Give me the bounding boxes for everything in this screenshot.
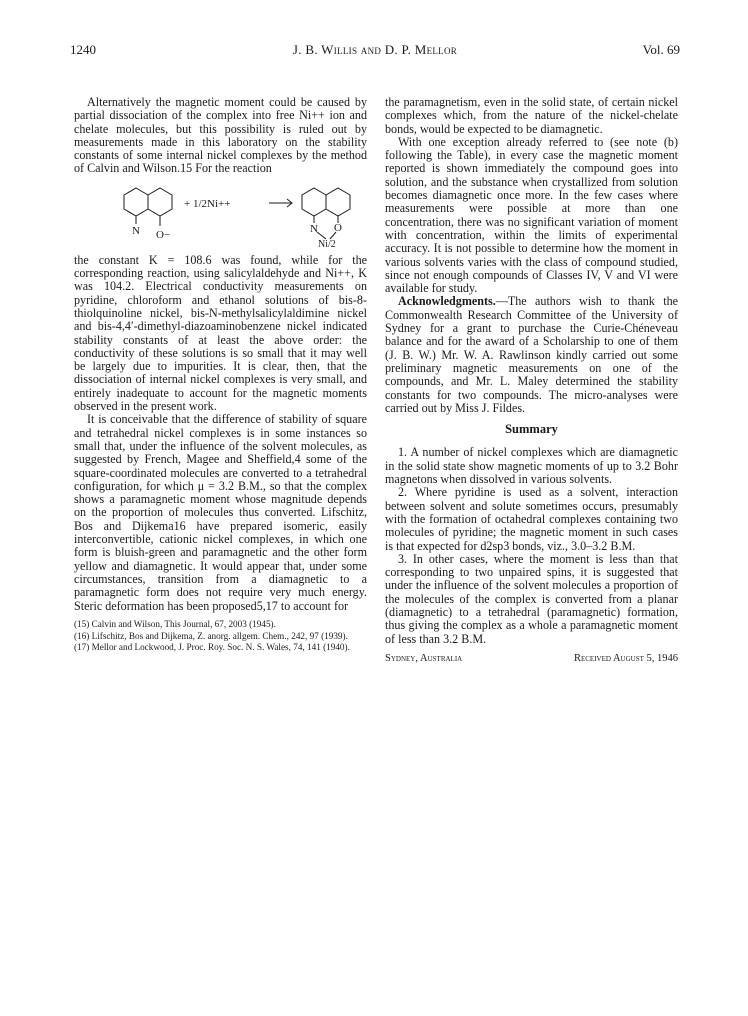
footnote: (17) Mellor and Lockwood, J. Proc. Roy. Soc. N. S. Wales, 74, 141 (1940). (74, 642, 350, 653)
reaction-scheme (74, 182, 367, 248)
paragraph: With one exception already referred to (see note (b) following the Table), in every case the magnetic moment reported is shown immediately the compound goes into solution, and the substance when crystallized from solution becomes diamagnetic once more. In the few cases where measurements were possible at more than one concentration, there was no significant variation of moment with concentration, within the limits of experimental accuracy. It is not possible to determine how the moment in various solvents varies with the class of compound studied, since not enough compounds of Classes IV, V and VI were available for study. (385, 134, 678, 296)
place-label: Sydney, Australia (385, 652, 463, 664)
nitrogen-label: N (132, 224, 140, 237)
nitrogen-label: N (310, 222, 318, 235)
footnote: (15) Calvin and Wilson, This Journal, 67, 2003 (1945). (74, 618, 276, 629)
hexagon-ring (302, 188, 326, 216)
footnotes (74, 619, 367, 654)
reaction-diagram (74, 182, 367, 248)
received-line (385, 652, 678, 665)
summary-item: 3. In other cases, where the moment is less than that corresponding to two unpaired spins, it is suggested that under the influence of the solvent molecules a proportion of the molecules of the complex is converted from a planar (diamagnetic) to a tetrahedral (paramagnetic) formation, thus giving the complex as a whole a paramagnetic moment of less than 3.2 B.M. (385, 551, 678, 646)
paragraph: It is conceivable that the difference of stability of square and tetrahedral nickel complexes is in some instances so small that, under the influence of the solvent molecules, as suggested by French, Magee and Sheffield,4 some of the square-coordinated molecules are converted to a tetrahedral configuration, for which μ = 3.2 B.M., so that the complex shows a paramagnetic moment whose magnitude depends on the proportion of molecules thus converted. Lifschitz, Bos and Dijkema16 have prepared isomeric, easily interconvertible, cationic nickel complexes, in which one form is bluish-green and paramagnetic and the other form yellow and diamagnetic. It would appear that, under some circumstances, transition from a diamagnetic to a paramagnetic form does not require very much energy. Steric deformation has been proposed5,17 to account for (74, 412, 367, 613)
oxygen-label: O (334, 221, 342, 234)
right-column (385, 96, 678, 665)
hexagon-ring (326, 188, 350, 216)
running-title: J. B. Willis and D. P. Mellor (292, 42, 458, 57)
paragraph: the paramagnetism, even in the solid state, of certain nickel complexes which, from the nature of the nickel-chelate bonds, would be expected to be diamagnetic. (385, 95, 678, 136)
ack-body: —The authors wish to thank the Commonwealth Research Committee of the University of Sydney for a grant to purchase the Curie-Chéneveau balance and for the award of a Scholarship to one of them (J. B. W.) Mr. W. A. Rawlinson kindly carried out some preliminary magnetic measurements on one of the compounds, and Mr. L. Maley determined the stability constants for two compounds. The micro-analyses were carried out by Miss J. Fildes. (385, 294, 678, 415)
hexagon-ring (148, 188, 172, 216)
oxygen-label: O− (156, 228, 171, 241)
left-column (74, 96, 367, 654)
volume-label: Vol. 69 (642, 42, 680, 57)
acknowledgments (385, 295, 678, 415)
page-header (70, 42, 680, 62)
summary-item: 1. A number of nickel complexes which are diamagnetic in the solid state show magnetic moments of up to 3.2 Bohr magnetons when dissolved in various solvents. (385, 445, 678, 487)
metal-label: Ni/2 (318, 238, 336, 248)
summary-heading: Summary (505, 422, 558, 437)
ack-heading: Acknowledgments. (398, 294, 496, 309)
summary-item: 2. Where pyridine is used as a solvent, interaction between solvent and solute sometimes occurs, presumably with the formation of octahedral complexes containing two molecules of pyridine; the magnetic moment in such cases is that expected for d2sp3 bonds, viz., 3.0–3.2 B.M. (385, 485, 678, 553)
page-number: 1240 (70, 42, 96, 57)
hexagon-ring (124, 188, 148, 216)
received-date: Received August 5, 1946 (573, 652, 678, 664)
paragraph: the constant K = 108.6 was found, while for the corresponding reaction, using salicylaldehyde and Ni++, K was 104.2. Electrical conductivity measurements on pyridine, chloroform and ethanol solutions of bis-8-thiolquinoline nickel, bis-N-methylsalicylaldimine nickel and bis-4,4′-dimethyl-diazoaminobenzene nickel indicated stability constants of at least the above order: the conductivity of these solutions is so small that it may well be largely due to impurities. It is clear, then, that the dissociation of internal nickel complexes is very small, and entirely inadequate to account for the magnetic moments observed in the present work. (74, 252, 367, 414)
footnote: (16) Lifschitz, Bos and Dijkema, Z. anorg. allgem. Chem., 242, 97 (1939). (74, 630, 348, 641)
paragraph: Alternatively the magnetic moment could be caused by partial dissociation of the complex into free Ni++ ion and chelate molecules, but this possibility is ruled out by measurements made in this laboratory on the stability constants of some internal nickel complexes by the method of Calvin and Wilson.15 For the reaction (74, 95, 367, 176)
reagent-label: + 1/2Ni++ (184, 197, 231, 210)
